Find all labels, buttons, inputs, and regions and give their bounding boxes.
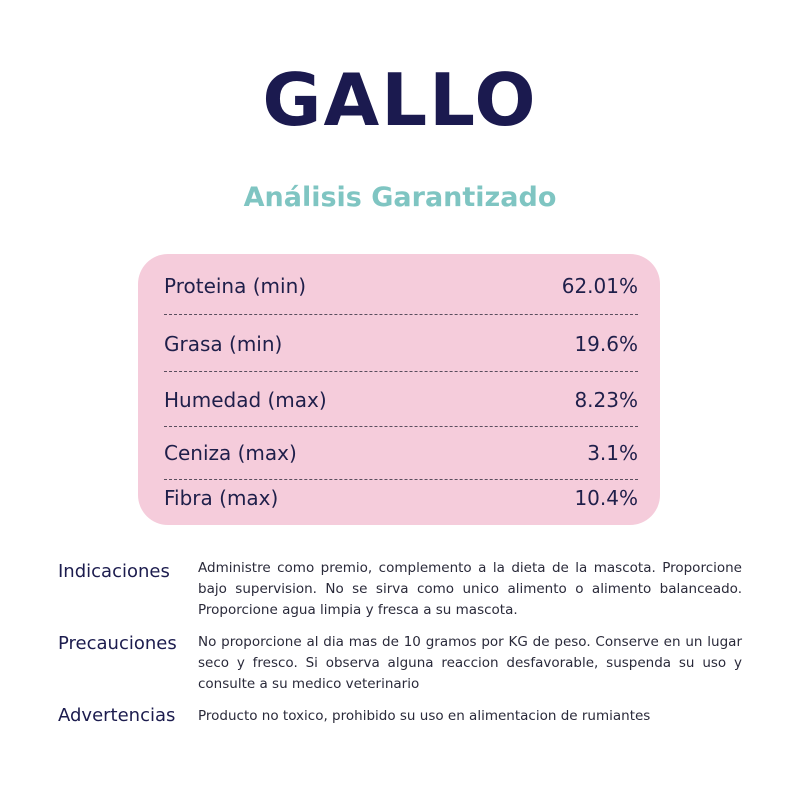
precauciones-section — [58, 632, 742, 695]
analysis-value: 3.1% — [587, 441, 638, 465]
analysis-row-fibra — [164, 478, 638, 518]
analysis-heading: Análisis Garantizado — [243, 182, 557, 213]
guaranteed-analysis-panel — [138, 254, 660, 525]
analysis-row-humedad — [164, 380, 638, 420]
analysis-label: Proteina (min) — [164, 274, 307, 298]
analysis-row-ceniza — [164, 433, 638, 473]
row-divider — [164, 371, 638, 372]
analysis-label: Fibra (max) — [164, 486, 279, 510]
product-title: GALLO — [262, 58, 538, 142]
indicaciones-section — [58, 558, 742, 621]
indicaciones-text: Administre como premio, complemento a la dieta de la mascota. Proporcione bajo supervision. No se sirva como unico alimento o alimento balanceado. Proporcione agua limpia y fresca a su mascota. — [198, 560, 742, 618]
analysis-value: 10.4% — [574, 486, 638, 510]
precauciones-text: No proporcione al dia mas de 10 gramos por KG de peso. Conserve en un lugar seco y fresco. Si observa alguna reaccion desfavorable, suspenda su uso y consulte a su medico veterinario — [198, 634, 742, 692]
row-divider — [164, 314, 638, 315]
analysis-label: Humedad (max) — [164, 388, 327, 412]
analysis-row-proteina — [164, 266, 638, 306]
advertencias-label: Advertencias — [58, 705, 176, 726]
precauciones-label: Precauciones — [58, 633, 177, 654]
analysis-value: 19.6% — [574, 332, 638, 356]
analysis-label: Grasa (min) — [164, 332, 283, 356]
row-divider — [164, 426, 638, 427]
advertencias-text: Producto no toxico, prohibido su uso en alimentacion de rumiantes — [198, 708, 651, 724]
analysis-row-grasa — [164, 324, 638, 364]
advertencias-section — [58, 704, 742, 728]
analysis-value: 62.01% — [561, 274, 638, 298]
indicaciones-label: Indicaciones — [58, 561, 170, 582]
analysis-value: 8.23% — [574, 388, 638, 412]
analysis-label: Ceniza (max) — [164, 441, 297, 465]
